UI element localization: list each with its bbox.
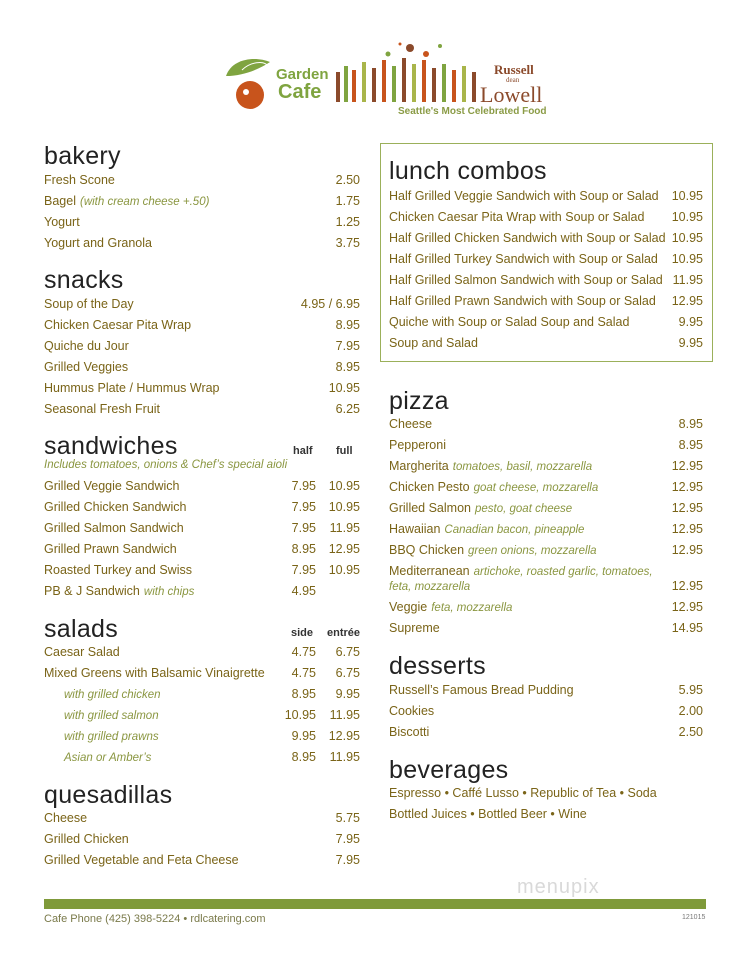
- pizza-tail-item-label: Veggie: [389, 600, 428, 614]
- sandwiches-item-label: Grilled Chicken Sandwich: [44, 500, 187, 514]
- beverages-line-2-text: Bottled Juices • Bottled Beer • Wine: [389, 807, 587, 821]
- salads-item-label: Mixed Greens with Balsamic Vinaigrette: [44, 666, 265, 680]
- lunch_combos-item: [389, 292, 703, 310]
- quesadillas-item: [44, 830, 360, 848]
- salads-item-sub: with grilled prawns: [64, 731, 159, 743]
- pizza-item-note: pesto, goat cheese: [474, 503, 573, 515]
- snacks-item: [44, 358, 360, 376]
- snacks-item-name: [44, 316, 191, 334]
- bakery-item-price: 3.75: [335, 236, 360, 250]
- salads-item-name: [44, 748, 151, 767]
- lunch_combos-item-name: [389, 229, 666, 247]
- pizza-tail-item-label: Supreme: [389, 621, 440, 635]
- pizza-item-note: tomatoes, basil, mozzarella: [452, 461, 593, 473]
- lunch_combos-item-price: 11.95: [672, 273, 703, 287]
- sandwiches-item: [44, 519, 360, 537]
- sandwiches-item: [44, 561, 360, 579]
- desserts-item-name: [389, 681, 574, 699]
- sandwiches-item-name: [44, 519, 184, 537]
- sandwiches-item-name: [44, 540, 177, 558]
- lunch_combos-item-price: 12.95: [671, 294, 703, 308]
- bakery-item-label: Bagel: [44, 194, 76, 208]
- salads-item-sub: with grilled chicken: [64, 689, 161, 701]
- salads-item-price-2: 6.75: [335, 645, 360, 659]
- salads-col-entree: entrée: [327, 627, 361, 639]
- lunch_combos-item-name: [389, 271, 663, 289]
- lunch_combos-item-name: [389, 208, 644, 226]
- pizza-item-price: 8.95: [678, 417, 703, 431]
- desserts-item-price: 2.00: [678, 704, 703, 718]
- lunch_combos-item: [389, 187, 703, 205]
- salads-item-price-1: 9.95: [291, 729, 316, 743]
- pizza-item: [389, 436, 703, 454]
- sandwiches-item-price-1: 7.95: [291, 500, 316, 514]
- pizza-mediterranean-name: Mediterranean: [389, 564, 470, 578]
- salads-item-name: [44, 643, 120, 661]
- pizza-tail-item-note: feta, mozzarella: [431, 602, 513, 614]
- pizza-tail-item-price: 14.95: [671, 621, 703, 635]
- pizza-tail-item: [389, 598, 703, 616]
- salads-title: salads: [44, 615, 119, 643]
- pizza-item-price: 8.95: [678, 438, 703, 452]
- lunch_combos-item-label: Chicken Caesar Pita Wrap with Soup or Salad: [389, 210, 645, 224]
- pizza-title: pizza: [389, 387, 449, 415]
- salads-item-label: Caesar Salad: [44, 645, 120, 659]
- desserts-item-label: Biscotti: [389, 725, 430, 739]
- pizza-item-label: Pepperoni: [389, 438, 446, 452]
- pizza-item-name: [389, 520, 584, 539]
- salads-item-price-1: 4.75: [291, 666, 316, 680]
- salads-item: [44, 727, 360, 745]
- pizza-mediterranean-note2: feta, mozzarella: [389, 581, 471, 593]
- bakery-item-label: Yogurt and Granola: [44, 236, 152, 250]
- bakery-item-label: Yogurt: [44, 215, 80, 229]
- salads-item: [44, 685, 360, 703]
- desserts-item: [389, 723, 703, 741]
- snacks-item-label: Soup of the Day: [44, 297, 134, 311]
- bakery-item-name: [44, 171, 115, 189]
- pizza-item-note: Canadian bacon, pineapple: [444, 524, 585, 536]
- pizza-item: [389, 478, 703, 496]
- lunch_combos-item-price: 10.95: [671, 189, 703, 203]
- sandwiches-item-price-2: 10.95: [328, 500, 360, 514]
- salads-item-price-2: 11.95: [329, 708, 360, 722]
- sandwiches-item-price-1: 7.95: [291, 521, 316, 535]
- pizza-item-price: 12.95: [671, 501, 703, 515]
- quesadillas-item-price: 7.95: [335, 832, 360, 846]
- footer-contact: Cafe Phone (425) 398-5224 • rdlcatering.com: [44, 913, 266, 925]
- sandwiches-item-price-2: 11.95: [329, 521, 360, 535]
- pizza-item-name: [389, 478, 598, 497]
- salads-item-sub: Asian or Amber’s: [64, 752, 152, 764]
- sandwiches-col-half: half: [293, 445, 313, 457]
- logo-cafe: Cafe: [278, 81, 322, 103]
- quesadillas-item: [44, 809, 360, 827]
- lunch_combos-item-label: Half Grilled Salmon Sandwich with Soup or Salad: [389, 273, 663, 287]
- snacks-item-label: Grilled Veggies: [44, 360, 129, 374]
- sandwiches-item-name: [44, 477, 180, 495]
- salads-item-price-1: 10.95: [284, 708, 316, 722]
- logo-garden: Garden: [276, 66, 329, 83]
- desserts-item-label: Russell’s Famous Bread Pudding: [389, 683, 574, 697]
- quesadillas-item-price: 7.95: [335, 853, 360, 867]
- salads-item: [44, 706, 360, 724]
- bakery-item: [44, 171, 360, 189]
- pizza-item-label: Grilled Salmon: [389, 501, 471, 515]
- sandwiches-item-name: [44, 582, 194, 601]
- lunch_combos-item-name: [389, 292, 656, 310]
- bakery-item-price: 2.50: [335, 173, 360, 187]
- salads-col-side: side: [291, 627, 314, 639]
- snacks-item-name: [44, 337, 129, 355]
- beverages-title: beverages: [389, 756, 509, 784]
- pizza-item-label: Margherita: [389, 459, 449, 473]
- lunch_combos-item-name: [389, 313, 629, 331]
- sandwiches-item-label: Grilled Salmon Sandwich: [44, 521, 184, 535]
- lunch_combos-item: [389, 208, 703, 226]
- pizza-mediterranean-note: artichoke, roasted garlic, tomatoes,: [473, 566, 653, 578]
- salads-item-name: [44, 685, 161, 704]
- quesadillas-item-name: [44, 851, 239, 869]
- snacks-item-name: [44, 379, 220, 397]
- pizza-mediterranean-price: 12.95: [671, 579, 703, 593]
- desserts-title: desserts: [389, 652, 486, 680]
- desserts-item-name: [389, 702, 434, 720]
- sandwiches-item-label: Grilled Prawn Sandwich: [44, 542, 177, 556]
- snacks-item-label: Seasonal Fresh Fruit: [44, 402, 161, 416]
- snacks-item-price: 6.25: [335, 402, 360, 416]
- snacks-item: [44, 400, 360, 418]
- snacks-item-label: Quiche du Jour: [44, 339, 129, 353]
- pizza-item-mediterranean-line2: [389, 577, 703, 595]
- lunch_combos-item-price: 10.95: [671, 210, 703, 224]
- pizza-item-note: green onions, mozzarella: [468, 545, 597, 557]
- lunch_combos-item-label: Half Grilled Prawn Sandwich with Soup or Salad: [389, 294, 656, 308]
- quesadillas-item: [44, 851, 360, 869]
- salads-item: [44, 664, 360, 682]
- bakery-item-price: 1.75: [335, 194, 360, 208]
- sandwiches-item-price-2: 10.95: [328, 563, 360, 577]
- sandwiches-item: [44, 540, 360, 558]
- pizza-item: [389, 520, 703, 538]
- pizza-item-name: [389, 415, 432, 433]
- logo-lowell: Lowell: [480, 82, 543, 107]
- pizza-item-label: Chicken Pesto: [389, 480, 470, 494]
- beverages-line-1: [389, 784, 709, 802]
- pizza-item-price: 12.95: [671, 522, 703, 536]
- bakery-item-label: Fresh Scone: [44, 173, 115, 187]
- pizza-tail-item-name: [389, 598, 512, 617]
- sandwiches-item-price-2: 10.95: [328, 479, 360, 493]
- lunch_combos-item: [389, 334, 703, 352]
- lunch_combos-item-label: Half Grilled Chicken Sandwich with Soup or Salad: [389, 231, 666, 245]
- watermark: menupix: [517, 876, 600, 898]
- snacks-item-label: Hummus Plate / Hummus Wrap: [44, 381, 220, 395]
- sandwiches-item-price-1: 7.95: [291, 563, 316, 577]
- lunch_combos-item-price: 9.95: [678, 336, 703, 350]
- sandwiches-item-name: [44, 561, 192, 579]
- desserts-item-name: [389, 723, 429, 741]
- lunch-combos-title: lunch combos: [389, 157, 547, 185]
- pizza-item: [389, 499, 703, 517]
- quesadillas-item-price: 5.75: [335, 811, 360, 825]
- salads-item-price-1: 8.95: [291, 687, 316, 701]
- snacks-item-name: [44, 358, 128, 376]
- salads-item-price-2: 6.75: [335, 666, 360, 680]
- bakery-item: [44, 213, 360, 231]
- pizza-item-label: Cheese: [389, 417, 433, 431]
- bakery-item-name: [44, 234, 152, 252]
- salads-item-price-2: 11.95: [329, 750, 360, 764]
- lunch_combos-item-label: Soup and Salad: [389, 336, 478, 350]
- desserts-item-label: Cookies: [389, 704, 435, 718]
- quesadillas-item-label: Grilled Chicken: [44, 832, 129, 846]
- lunch_combos-item-label: Half Grilled Turkey Sandwich with Soup or Salad: [389, 252, 658, 266]
- desserts-item-price: 5.95: [678, 683, 703, 697]
- quesadillas-item-label: Cheese: [44, 811, 88, 825]
- quesadillas-title: quesadillas: [44, 781, 173, 809]
- lunch_combos-item: [389, 271, 703, 289]
- snacks-item-name: [44, 400, 160, 418]
- sandwiches-item-price-1: 4.95: [291, 584, 316, 598]
- pizza-item-price: 12.95: [671, 459, 703, 473]
- logo-dean: dean: [506, 76, 520, 84]
- footer-code: 121015: [682, 914, 706, 921]
- salads-item-name: [44, 706, 159, 725]
- sandwiches-item-label: PB & J Sandwich: [44, 584, 140, 598]
- sandwiches-item-name: [44, 498, 186, 516]
- pizza-item-price: 12.95: [671, 543, 703, 557]
- logo: [212, 40, 557, 122]
- snacks-item: [44, 379, 360, 397]
- bakery-title: bakery: [44, 142, 121, 170]
- lunch_combos-item-price: 10.95: [671, 252, 703, 266]
- lunch_combos-item-name: [389, 187, 659, 205]
- pizza-item: [389, 457, 703, 475]
- pizza-item-name: [389, 436, 446, 454]
- snacks-item-price: 8.95: [335, 360, 360, 374]
- sandwiches-includes: Includes tomatoes, onions & Chef’s special aioli: [44, 459, 288, 471]
- lunch_combos-item-label: Half Grilled Veggie Sandwich with Soup or Salad: [389, 189, 659, 203]
- beverages-line-1-text: Espresso • Caffé Lusso • Republic of Tea • Soda: [389, 786, 657, 800]
- quesadillas-item-label: Grilled Vegetable and Feta Cheese: [44, 853, 239, 867]
- pizza-tail-item-name: [389, 619, 440, 637]
- bakery-item: [44, 234, 360, 252]
- snacks-item-price: 4.95 / 6.95: [300, 297, 360, 311]
- salads-item: [44, 643, 360, 661]
- sandwiches-item: [44, 477, 360, 495]
- sandwiches-item-price-2: 12.95: [328, 542, 360, 556]
- pizza-item-note: goat cheese, mozzarella: [473, 482, 599, 494]
- desserts-item-price: 2.50: [678, 725, 703, 739]
- lunch_combos-item-label: Quiche with Soup or Salad Soup and Salad: [389, 315, 630, 329]
- sandwiches-item: [44, 498, 360, 516]
- snacks-item-label: Chicken Caesar Pita Wrap: [44, 318, 192, 332]
- sandwiches-item: [44, 582, 360, 600]
- lunch_combos-item-price: 10.95: [671, 231, 703, 245]
- sandwiches-item-price-1: 8.95: [291, 542, 316, 556]
- snacks-item: [44, 316, 360, 334]
- snacks-item: [44, 337, 360, 355]
- bakery-item: [44, 192, 360, 210]
- sandwiches-title: sandwiches: [44, 432, 178, 460]
- lunch_combos-item: [389, 229, 703, 247]
- bakery-item-note: (with cream cheese +.50): [79, 196, 210, 208]
- sandwiches-item-label: Roasted Turkey and Swiss: [44, 563, 192, 577]
- salads-item-sub: with grilled salmon: [64, 710, 159, 722]
- pizza-item: [389, 541, 703, 559]
- quesadillas-item-name: [44, 830, 129, 848]
- pizza-item-label: Hawaiian: [389, 522, 441, 536]
- bakery-item-price: 1.25: [335, 215, 360, 229]
- salads-item: [44, 748, 360, 766]
- snacks-item-price: 8.95: [335, 318, 360, 332]
- desserts-item: [389, 681, 703, 699]
- beverages-line-2: [389, 805, 709, 823]
- snacks-item-price: 7.95: [335, 339, 360, 353]
- sandwiches-item-price-1: 7.95: [291, 479, 316, 493]
- pizza-tail-item-price: 12.95: [671, 600, 703, 614]
- salads-item-price-2: 9.95: [335, 687, 360, 701]
- sandwiches-col-full: full: [336, 445, 353, 457]
- desserts-item: [389, 702, 703, 720]
- lunch_combos-item-price: 9.95: [678, 315, 703, 329]
- pizza-item: [389, 415, 703, 433]
- salads-item-name: [44, 664, 265, 682]
- bakery-item-name: [44, 192, 209, 211]
- sandwiches-item-label: Grilled Veggie Sandwich: [44, 479, 180, 493]
- snacks-item-name: [44, 295, 134, 313]
- snacks-item: [44, 295, 360, 313]
- snacks-title: snacks: [44, 266, 124, 294]
- lunch_combos-item-name: [389, 334, 478, 352]
- salads-item-name: [44, 727, 159, 746]
- bakery-item-name: [44, 213, 80, 231]
- pizza-item-price: 12.95: [671, 480, 703, 494]
- pizza-item-name: [389, 457, 592, 476]
- salads-item-price-1: 8.95: [291, 750, 316, 764]
- sandwiches-item-note: with chips: [143, 586, 195, 598]
- lunch_combos-item-name: [389, 250, 658, 268]
- lunch_combos-item: [389, 250, 703, 268]
- pizza-item-label: BBQ Chicken: [389, 543, 465, 557]
- pizza-tail-item: [389, 619, 703, 637]
- quesadillas-item-name: [44, 809, 87, 827]
- pizza-item-name: [389, 499, 572, 518]
- snacks-item-price: 10.95: [328, 381, 360, 395]
- pizza-item-name: [389, 541, 597, 560]
- logo-tagline: Seattle's Most Celebrated Food: [398, 106, 547, 117]
- lunch_combos-item: [389, 313, 703, 331]
- logo-russell: Russell: [494, 62, 534, 77]
- salads-item-price-2: 12.95: [328, 729, 360, 743]
- footer-bar: [44, 899, 706, 909]
- salads-item-price-1: 4.75: [291, 645, 316, 659]
